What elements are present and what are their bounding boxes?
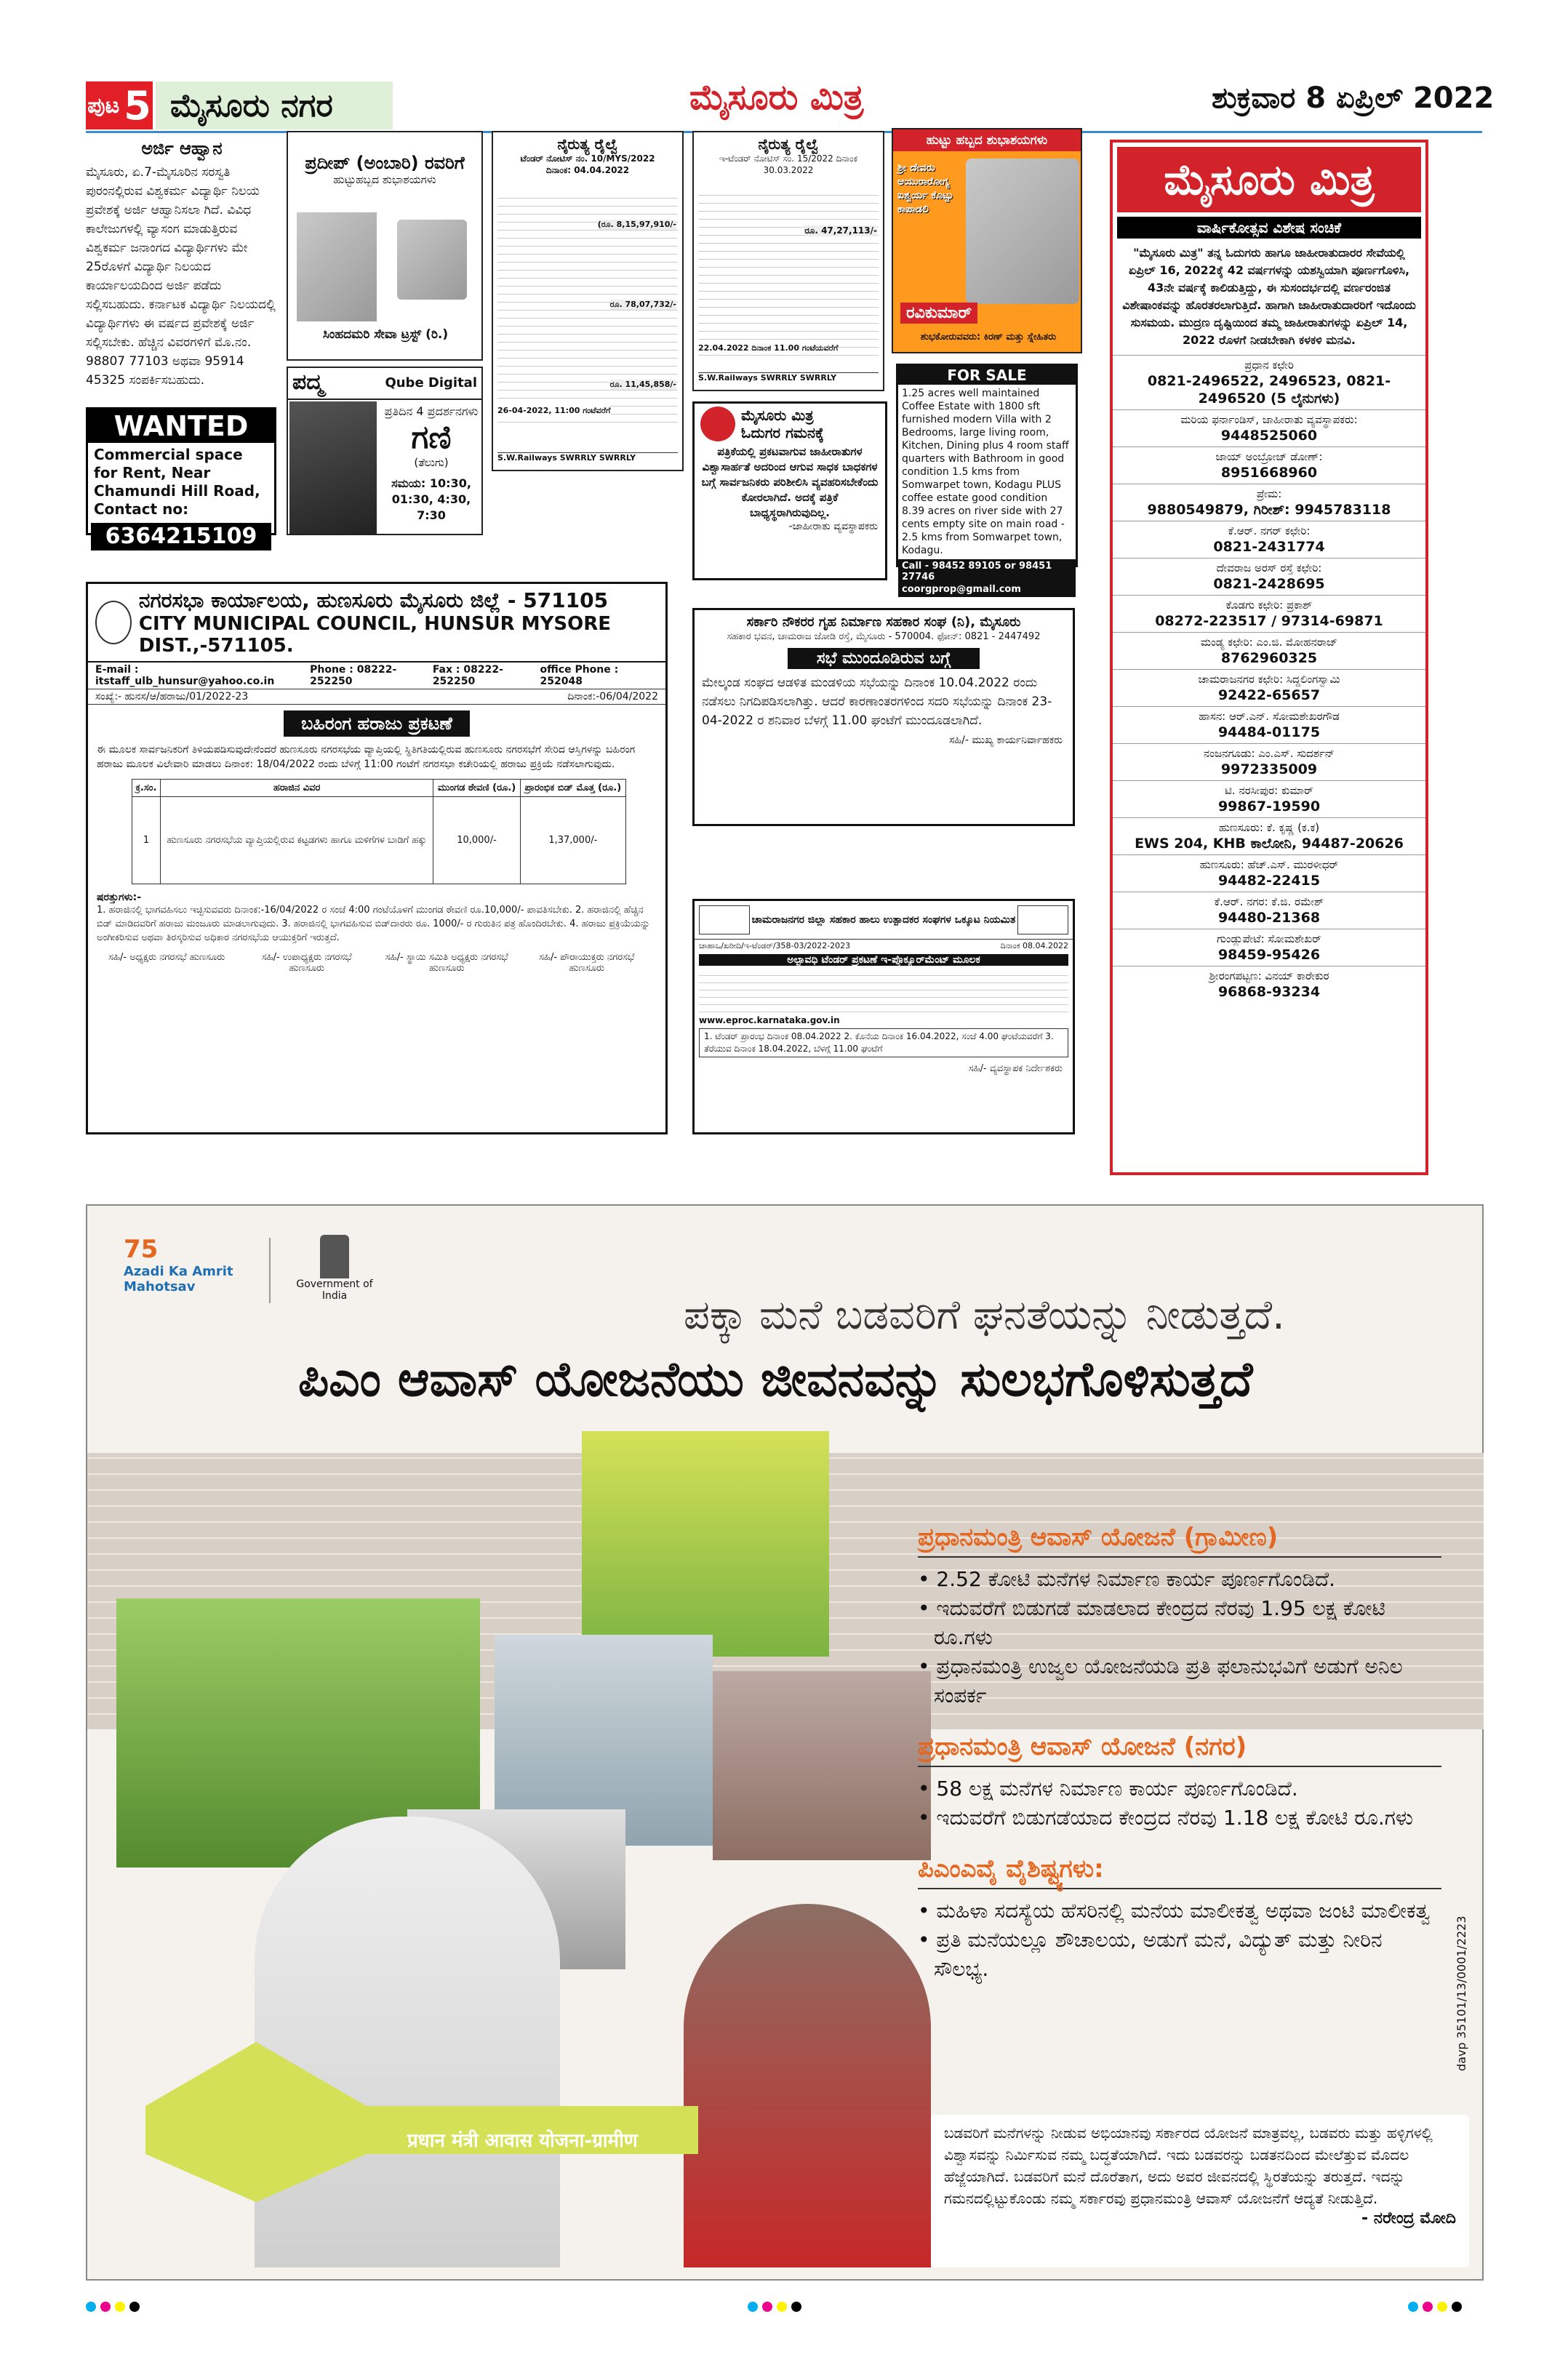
railway1-tender-no: ಟೆಂಡರ್ ನೋಟಿಸ್ ನಂ. 10/MYS/2022 xyxy=(520,153,655,164)
railway1-amount2: ರೂ. 78,07,732/- xyxy=(609,300,676,309)
contact-phone: 9880549879, ಗಿರೀಶ್: 9945783118 xyxy=(1147,502,1391,518)
pmay-advertisement xyxy=(86,1204,1484,2281)
film-title: ಗಣಿ xyxy=(411,419,452,456)
railway2-table xyxy=(698,188,879,362)
for-sale-phone: Call - 98452 89105 or 98451 27746 xyxy=(898,559,1076,584)
railway1-footer: S.W.Railways SWRRLY SWRRLY xyxy=(497,452,678,463)
pmay-bullet: • 2.52 ಕೋಟಿ ಮನೆಗಳ ನಿರ್ಮಾಣ ಕಾರ್ಯ ಪೂರ್ಣಗೊಂಡಿದೆ. xyxy=(918,1567,1336,1591)
show-count: ಪ್ರತಿದಿನ 4 ಪ್ರದರ್ಶನಗಳು xyxy=(384,404,479,418)
railway2-amount: ರೂ. 47,27,113/- xyxy=(804,225,877,236)
azadi-text: Azadi Ka Amrit Mahotsav xyxy=(124,1264,233,1294)
rate-card-body: "ಮೈಸೂರು ಮಿತ್ರ" ತನ್ನ ಓದುಗರು ಹಾಗೂ ಜಾಹೀರಾತುದಾರರ ಸೇವೆಯಲ್ಲಿ ಏಪ್ರಿಲ್ 16, 2022ಕ್ಕೆ 42 ವರ್ಷಗಳನ್ನು ಯಶಸ್ವಿಯಾಗಿ ಪೂರ್ಣಗೊಳಿಸಿ, 43ನೇ ವರ್ಷಕ್ಕೆ ಕಾಲಿಡುತ್ತಿದ್ದು, ಈ ಸುಸಂದರ್ಭದಲ್ಲಿ ವರ್ಣರಂಜಿತ ವಿಶೇಷಾಂಕವನ್ನು ಹೊರತರಲಾಗುತ್ತಿದೆ. ಹಾಗಾಗಿ ಜಾಹೀರಾತುದಾರರಿಗೆ ಇದೊಂದು ಸುಸಮಯ. ಮುದ್ರಣ ದೃಷ್ಟಿಯಿಂದ ತಮ್ಮ ಜಾಹೀರಾತುಗಳನ್ನು ಏಪ್ರಿಲ್ 14, 2022 ರೊಳಗೆ ನೀಡಬೇಕಾಗಿ ಕಳಕಳಿ ಮನವಿ. xyxy=(1122,246,1416,347)
register-marks-left xyxy=(86,2301,144,2315)
pmay-bullet: • ಇದುವರೆಗೆ ಬಿಡುಗಡೆ ಮಾಡಲಾದ ಕೇಂದ್ರದ ನೆರವು 1.95 ಲಕ್ಷ ಕೋಟಿ ರೂ.ಗಳು xyxy=(918,1596,1385,1649)
house-photo-yellow xyxy=(582,1431,829,1657)
beneficiary-photo xyxy=(684,1904,931,2267)
rate-card-subtitle: ವಾರ್ಷಿಕೋತ್ಸವ ವಿಶೇಷ ಸಂಚಿಕೆ xyxy=(1117,217,1421,239)
contact-label: ಹುಣಸೂರು: ಕೆ. ಕೃಷ್ಣ (ಕ.ಕ) xyxy=(1218,821,1320,834)
birthday-greeting-by: ಸಿಂಹದಮರಿ ಸೇವಾ ಟ್ರಸ್ಟ್ (ರಿ.) xyxy=(322,327,449,342)
railway2-title: ನೈರುತ್ಯ ರೈಲ್ವೆ xyxy=(758,135,819,153)
railway2-closing: 22.04.2022 ದಿನಾಂಕ 11.00 ಗಂಟೆಯವರೆಗೆ xyxy=(698,343,839,353)
section-title: ಮೈಸೂರು ನಗರ xyxy=(156,81,393,129)
society-body: ಮೇಲ್ಕಂಡ ಸಂಘದ ಆಡಳಿತ ಮಂಡಳಿಯ ಸಭೆಯನ್ನು ದಿನಾಂಕ 10.04.2022 ರಂದು ನಡೆಸಲು ನಿಗದಿಪಡಿಸಲಾಗಿತ್ತು. ಆದರೆ ಕಾರಣಾಂತರಗಳಿಂದ ಸದರಿ ಸಭೆಯನ್ನು ದಿನಾಂಕ 23-04-2022 ರ ಶನಿವಾರ ಬೆಳಗ್ಗೆ 11.00 ಘಂಟೆಗೆ ಮುಂದೂಡಲಾಗಿದೆ. xyxy=(702,676,1052,728)
odigara-body: ಪತ್ರಿಕೆಯಲ್ಲಿ ಪ್ರಕಟವಾಗುವ ಜಾಹೀರಾತುಗಳ ವಿಶ್ವಾಸಾರ್ಹತೆ ಅದರಿಂದ ಆಗುವ ಸಾಧಕ ಬಾಧಕಗಳ ಬಗ್ಗೆ ಸಾರ್ವಜನಿಕರು ಪರಿಶೀಲಿಸಿ ವ್ಯವಹರಿಸಬೇಕೆಂದು ಕೋರಲಾಗಿದೆ. ಅದಕ್ಕೆ ಪತ್ರಿಕೆ ಬಾಧ್ಯಸ್ಥರಾಗಿರುವುದಿಲ್ಲ. xyxy=(701,445,879,519)
wanted-phone: 6364215109 xyxy=(91,523,271,551)
railway2-footer: S.W.Railways SWRRLY SWRRLY xyxy=(698,372,879,383)
contact-phone: 08272-223517 / 97314-69871 xyxy=(1155,613,1383,629)
contact-phone: EWS 204, KHB ಕಾಲೋನಿ, 94487-20626 xyxy=(1135,836,1404,852)
contact-phone: 9972335009 xyxy=(1220,761,1318,777)
contact-phone: 96868-93234 xyxy=(1217,984,1321,1000)
pmay-bullet: • ಇದುವರೆಗೆ ಬಿಡುಗಡೆಯಾದ ಕೇಂದ್ರದ ನೆರವು 1.18 ಲಕ್ಷ ಕೋಟಿ ರೂ.ಗಳು xyxy=(918,1806,1414,1830)
pmay-headline-1: ಪಕ್ಕಾ ಮನೆ ಬಡವರಿಗೆ ಘನತೆಯನ್ನು ನೀಡುತ್ತದೆ. xyxy=(684,1292,1285,1339)
film-language: (ತೆಲುಗು) xyxy=(414,456,449,469)
council-conditions-title: ಷರತ್ತುಗಳು:- xyxy=(97,892,142,903)
birthday-photo xyxy=(297,212,377,321)
contact-phone: 0821-2428695 xyxy=(1213,576,1325,592)
davp-code: davp 35101/13/0001/2223 xyxy=(1455,1915,1468,2071)
contact-entry xyxy=(1113,558,1425,595)
nandini-logo-icon xyxy=(1017,905,1068,934)
railway1-amount1: (ರೂ. 8,15,97,910/- xyxy=(597,220,676,229)
council-signatures xyxy=(88,945,665,981)
contact-entry xyxy=(1113,484,1425,521)
goi-logo xyxy=(284,1235,385,1302)
council-emblem-icon xyxy=(95,601,132,644)
contact-phone: 8762960325 xyxy=(1220,650,1318,666)
contact-entry xyxy=(1113,447,1425,484)
society-title: ಸರ್ಕಾರಿ ನೌಕರರ ಗೃಹ ನಿರ್ಮಾಣ ಸಹಕಾರ ಸಂಘ (ನಿ), ಮೈಸೂರು xyxy=(746,614,1021,630)
society-address: ಸಹಕಾರ ಭವನ, ಚಾಮರಾಜ ಜೋಡಿ ರಸ್ತೆ, ಮೈಸೂರು - 570004. ಫೋನ್: 0821 - 2447492 xyxy=(727,631,1041,642)
for-sale-title: FOR SALE xyxy=(898,366,1076,385)
pmay-bullet: • 58 ಲಕ್ಷ ಮನೆಗಳ ನಿರ್ಮಾಣ ಕಾರ್ಯ ಪೂರ್ಣಗೊಂಡಿದೆ. xyxy=(918,1777,1298,1801)
rural-title: ಪ್ರಧಾನಮಂತ್ರಿ ಆವಾಸ್ ಯೋಜನೆ (ಗ್ರಾಮೀಣ) xyxy=(918,1523,1441,1558)
singer-wish: ಶ್ರೀ ದೇವರು ಆಯುರಾರೋಗ್ಯ ಐಶ್ವರ್ಯ ಕೊಟ್ಟು ಕಾಪಾಡಲಿ xyxy=(897,162,953,215)
contact-label: ಚಾಮರಾಜನಗರ ಕಛೇರಿ: ಸಿದ್ದಲಿಂಗಸ್ವಾಮಿ xyxy=(1198,673,1340,686)
contact-phone: 8951668960 xyxy=(1220,465,1318,481)
contact-label: ಕೆ.ಆರ್. ನಗರ: ಕೆ.ಜಿ. ರಮೇಶ್ xyxy=(1214,895,1324,908)
singer-title: ಹುಟ್ಟು ಹಬ್ಬದ ಶುಭಾಶಯಗಳು xyxy=(893,129,1081,151)
society-sign: ಸಹಿ/- ಮುಖ್ಯ ಕಾರ್ಯನಿರ್ವಾಹಕರು xyxy=(949,734,1063,746)
council-en-title: CITY MUNICIPAL COUNCIL, HUNSUR MYSORE DIST.,-571105. xyxy=(138,613,612,657)
wanted-text: Commercial space for Rent, Near Chamundi Hill Road, Contact no: xyxy=(94,446,260,518)
urban-points xyxy=(918,1774,1441,1833)
railway-tender-1 xyxy=(492,131,684,471)
council-col-header: ಹರಾಜಿನ ವಿವರ xyxy=(160,780,433,797)
council-fax: Fax : 08222-252250 xyxy=(432,664,503,687)
logo-divider xyxy=(269,1238,271,1303)
modi-photo xyxy=(255,1817,560,2267)
contact-phone: 99867-19590 xyxy=(1217,798,1321,814)
dairy-date: ದಿನಾಂಕ 08.04.2022 xyxy=(1000,941,1068,950)
contact-label: ಕೊಡಗು ಕಛೇರಿ: ಪ್ರಕಾಶ್ xyxy=(1225,598,1313,612)
for-sale-text: 1.25 acres well maintained Coffee Estate with 1800 sft furnished modern Villa with 2 Bedrooms, large living room, Kitchen, Dining plus 4 room staff quarters with Bathroom in good condition 1.5 kms from Somwarpet town, Kodagu PLUS coffee estate good condition 8.39 acres on river side with 27 cents empty site on main road - 2.5 kms from Somwarpet town, Kodagu. xyxy=(902,388,1069,556)
masthead: ಮೈಸೂರು ಮಿತ್ರ xyxy=(689,77,864,118)
contact-label: ಹುಣಸೂರು: ಹೆಚ್.ಎಸ್. ಮುರಳೀಧರ್ xyxy=(1199,858,1339,871)
page-label: ಪುಟ xyxy=(87,92,120,119)
contact-label: ನಂಜನಗೂಡು: ಎಂ.ಎಸ್. ಸುದರ್ಶನ್ xyxy=(1204,747,1335,760)
movie-poster xyxy=(289,401,377,534)
birthday-title: ಪ್ರದೀಪ್ (ಅಂಬಾರಿ) ರವರಿಗೆ xyxy=(305,153,465,173)
council-signature: ಸಹಿ/- ಪೌರಾಯುಕ್ತರು ನಗರಸಭೆ ಹುಣಸೂರು xyxy=(539,952,635,974)
contact-entry xyxy=(1113,355,1425,409)
council-col-header: ಪ್ರಾರಂಭಿಕ ಬಿಡ್ ಮೊತ್ತ (ರೂ.) xyxy=(520,780,625,797)
society-notice-title: ಸಭೆ ಮುಂದೂಡಿರುವ ಬಗ್ಗೆ xyxy=(788,648,980,669)
contact-label: ಪ್ರಧಾನ ಕಛೇರಿ xyxy=(1244,359,1294,372)
council-cell: 10,000/- xyxy=(433,797,520,884)
modi-quote: ಬಡವರಿಗೆ ಮನೆಗಳನ್ನು ನೀಡುವ ಅಭಿಯಾನವು ಸರ್ಕಾರದ ಯೋಜನೆ ಮಾತ್ರವಲ್ಲ, ಬಡವರು ಮತ್ತು ಹಳ್ಳಿಗಳಲ್ಲಿ ವಿಶ್ವಾಸವನ್ನು ನಿರ್ಮಿಸುವ ನಮ್ಮ ಬದ್ಧತೆಯಾಗಿದೆ. ಇದು ಬಡವರನ್ನು ಬಡತನದಿಂದ ಮೇಲೆತ್ತುವ ಮೊದಲ ಹೆಜ್ಜೆಯಾಗಿದೆ. ಬಡವರಿಗೆ ಮನೆ ದೊರೆತಾಗ, ಅದು ಅವರ ಜೀವನದಲ್ಲಿ ಸ್ಥಿರತೆಯನ್ನು ತರುತ್ತದೆ. ಇದನ್ನು ಗಮನದಲ್ಲಿಟ್ಟುಕೊಂಡು ನಮ್ಮ ಸರ್ಕಾರವು ಪ್ರಧಾನಮಂತ್ರಿ ಆವಾಸ್ ಯೋಜನೆಗೆ ಆದ್ಯತೆ ನೀಡುತ್ತಿದೆ. xyxy=(944,2124,1433,2207)
council-table xyxy=(132,779,626,884)
dairy-tender xyxy=(692,899,1075,1134)
pmay-headline-2: ಪಿಎಂ ಆವಾಸ್ ಯೋಜನೆಯು ಜೀವನವನ್ನು ಸುಲಭಗೊಳಿಸುತ್ತದೆ xyxy=(298,1351,1253,1407)
quote-attribution: - ನರೇಂದ್ರ ಮೋದಿ xyxy=(1361,2209,1456,2227)
birthday-subtitle: ಹುಟ್ಟುಹಬ್ಬದ ಶುಭಾಶಯಗಳು xyxy=(333,173,436,186)
movie-ad xyxy=(287,367,483,535)
council-notice-title: ಬಹಿರಂಗ ಹರಾಜು ಪ್ರಕಟಣೆ xyxy=(284,710,470,737)
contact-label: ಕೆ.ಆರ್. ನಗರ್ ಕಛೇರಿ: xyxy=(1228,524,1311,537)
rate-card-contacts xyxy=(1113,355,1425,1003)
council-email: E-mail : itstaff_ulb_hunsur@yahoo.co.in xyxy=(95,664,275,687)
trust-logo-photo xyxy=(397,220,467,300)
contact-label: ಮರಿಯ ಫರ್ನಾಂಡಿಸ್, ಜಾಹೀರಾತು ವ್ಯವಸ್ಥಾಪಕರು: xyxy=(1180,413,1358,426)
modi-quote-box xyxy=(931,2115,1469,2267)
goi-text: Government of India xyxy=(296,1278,373,1302)
house-photo-brick xyxy=(713,1671,931,1860)
council-col-header: ಮುಂಗಡ ಠೇವಣಿ (ರೂ.) xyxy=(433,780,520,797)
contact-label: ಮಂಡ್ಯ ಕಛೇರಿ: ಎಂ.ಜಿ. ಮೋಹನರಾಜ್ xyxy=(1200,636,1338,649)
page-number: 5 xyxy=(124,82,151,129)
contact-label: ಟಿ. ನರಸೀಪುರ: ಕುಮಾರ್ xyxy=(1225,784,1313,797)
council-cell: ಹುಣಸೂರು ನಗರಸಭೆಯ ವ್ಯಾಪ್ತಿಯಲ್ಲಿರುವ ಕಟ್ಟಡಗಳು ಹಾಗೂ ಮಳಿಗೆಗಳ ಬಾಡಿಗೆ ಹಕ್ಕು xyxy=(160,797,433,884)
council-phone: Phone : 08222-252250 xyxy=(310,664,397,687)
odigara-title: ಓದುಗರ ಗಮನಕ್ಕೆ xyxy=(741,424,824,441)
contact-phone: 9448525060 xyxy=(1220,428,1318,444)
azadi-logo: 75 Azadi Ka Amrit Mahotsav xyxy=(124,1235,255,1315)
theatre-name: ಪದ್ಮ xyxy=(292,369,324,395)
theatre-tag: Qube Digital xyxy=(385,375,477,391)
contact-entry xyxy=(1113,892,1425,929)
dairy-title: ಚಾಮರಾಜನಗರ ಜಿಲ್ಲಾ ಸಹಕಾರ ಹಾಲು ಉತ್ಪಾದಕರ ಸಂಘಗಳ ಒಕ್ಕೂಟ ನಿಯಮಿತ xyxy=(751,914,1016,926)
singer-name: ರವಿಕುಮಾರ್ xyxy=(900,303,977,324)
society-notice xyxy=(692,608,1075,826)
wanted-title: WANTED xyxy=(88,409,274,443)
contact-phone: 0821-2496522, 2496523, 0821-2496520 (5 ಲೈನುಗಳು) xyxy=(1147,373,1391,407)
for-sale-ad xyxy=(896,364,1078,595)
contact-entry xyxy=(1113,632,1425,669)
railway2-tender-no: ಇ-ಟೆಂಡರ್ ನೋಟಿಸ್ ಸಂ. 15/2022 ದಿನಾಂಕ 30.03.2022 xyxy=(719,153,857,175)
birthday-ad xyxy=(287,131,483,361)
article-title: ಅರ್ಜಿ ಆಹ್ವಾನ xyxy=(141,138,223,159)
contact-entry xyxy=(1113,929,1425,966)
contact-entry xyxy=(1113,780,1425,817)
page-number-badge xyxy=(86,81,153,129)
contact-entry xyxy=(1113,706,1425,743)
ashoka-emblem-icon xyxy=(320,1235,349,1278)
dairy-logo-icon xyxy=(699,905,750,934)
dairy-ref: ಚಾಹಾಒ/ಖರೀದಿ/ಇ-ಟೆಂಡರ್/358-03/2022-2023 xyxy=(699,941,851,950)
singer-photo xyxy=(966,159,1079,304)
odigara-sign: -ಜಾಹೀರಾತು ವ್ಯವಸ್ಥಾಪಕರು xyxy=(788,521,878,532)
article-block xyxy=(86,138,278,400)
register-marks-center xyxy=(748,2301,806,2315)
council-conditions: 1. ಹರಾಜಿನಲ್ಲಿ ಭಾಗವಹಿಸಲು ಇಚ್ಛಿಸುವವರು ದಿನಾಂಕ:-16/04/2022 ರ ಸಂಜೆ 4:00 ಗಂಟೆಯೊಳಗೆ ಮುಂಗಡ ಠೇವಣಿ ರೂ.10,000/- ಪಾವತಿಸಬೇಕು. 2. ಹರಾಜಿನಲ್ಲಿ ಹೆಚ್ಚಿನ ಬಿಡ್ ಮಾಡಿದವರಿಗೆ ಹರಾಜು ಮಂಜೂರು ಮಾಡಲಾಗುವುದು. 3. ಹರಾಜಿನಲ್ಲಿ ಭಾಗವಹಿಸುವ ಬಿಡ್‌ದಾರರು ರೂ. 1000/- ರ ಗುರುತಿನ ಪತ್ರ ಹೊಂದಿರಬೇಕು. 4. ಹರಾಜು ಪ್ರಕ್ರಿಯೆಯನ್ನು ಅಂಗೀಕರಿಸುವ ಅಥವಾ ತಿರಸ್ಕರಿಸುವ ಅಧಿಕಾರ ನಗರಸಭೆಯ ಆಯುಕ್ತರಿಗೆ ಇರುತ್ತದೆ. xyxy=(97,905,650,943)
contact-label: ಪ್ರೇಮ: xyxy=(1256,487,1282,500)
council-body: ಈ ಮೂಲಕ ಸಾರ್ವಜನಿಕರಿಗೆ ತಿಳಿಯಪಡಿಸುವುದೇನೆಂದರೆ ಹುಣಸೂರು ನಗರಸಭೆಯ ವ್ಯಾಪ್ತಿಯಲ್ಲಿ ಸ್ಥಿತಿಗತಿಯಲ್ಲಿರುವ ಹುಣಸೂರು ನಗರಸಭೆಗೆ ಸೇರಿದ ಆಸ್ತಿಗಳನ್ನು ಬಹಿರಂಗ ಹರಾಜು ಮೂಲಕ ವಿಲೇವಾರಿ ಮಾಡಲು ದಿನಾಂಕ: 18/04/2022 ರಂದು ಬೆಳಿಗ್ಗೆ 11:00 ಗಂಟೆಗೆ ನಗರಸಭಾ ಕಚೇರಿಯಲ್ಲಿ ಹರಾಜು ಪ್ರಕ್ರಿಯೆ ನಡೆಸಲಾಗುವುದು. xyxy=(97,744,636,770)
council-auction-notice xyxy=(86,582,668,1134)
railway1-closing: 26-04-2022, 11:00 ಗಂಟೆವರೆಗೆ xyxy=(497,406,611,415)
issue-date: ಶುಕ್ರವಾರ 8 ಏಪ್ರಿಲ್ 2022 xyxy=(1212,81,1495,115)
pmay-bullet: • ಮಹಿಳಾ ಸದಸ್ಯೆಯ ಹೆಸರಿನಲ್ಲಿ ಮನೆಯ ಮಾಲೀಕತ್ವ ಅಥವಾ ಜಂಟಿ ಮಾಲೀಕತ್ವ xyxy=(918,1899,1431,1923)
railway1-amount3: ರೂ. 11,45,858/- xyxy=(609,380,676,389)
for-sale-email: coorgprop@gmail.com xyxy=(898,584,1076,597)
contact-phone: 94482-22415 xyxy=(1217,873,1321,889)
contact-entry xyxy=(1113,966,1425,1003)
register-marks-right xyxy=(1408,2301,1466,2315)
contact-entry xyxy=(1113,409,1425,447)
contact-label: ದೇವರಾಜ ಅರಸ್ ರಸ್ತೆ ಕಛೇರಿ: xyxy=(1216,561,1322,575)
contact-phone: 94484-01175 xyxy=(1217,724,1321,740)
singer-birthday-ad xyxy=(892,128,1082,353)
dairy-website: www.eproc.karnataka.gov.in xyxy=(699,1015,840,1025)
dairy-sign: ಸಹಿ/- ವ್ಯವಸ್ಥಾಪಕ ನಿರ್ದೇಶಕರು xyxy=(968,1063,1063,1074)
council-kn-title: ನಗರಸಭಾ ಕಾರ್ಯಾಲಯ, ಹುಣಸೂರು ಮೈಸೂರು ಜಿಲ್ಲೆ - 571105 xyxy=(138,588,609,612)
council-office-phone: office Phone : 252048 xyxy=(540,664,619,687)
contact-phone: 94480-21368 xyxy=(1217,910,1321,926)
rate-card-title: ಮೈಸೂರು ಮಿತ್ರ xyxy=(1117,147,1421,212)
council-cell: 1,37,000/- xyxy=(520,797,625,884)
show-times: ಸಮಯ: 10:30, 01:30, 4:30, 7:30 xyxy=(391,476,471,522)
railway1-title: ನೈರುತ್ಯ ರೈಲ್ವೆ xyxy=(557,135,618,153)
wanted-ad xyxy=(86,407,276,549)
council-ref-date: ದಿನಾಂಕ:-06/04/2022 xyxy=(567,691,658,702)
contact-label: ಜಾಯ್ ಅಂಬ್ರೋಜ್ ಡೋಣ್: xyxy=(1215,450,1323,463)
contact-entry xyxy=(1113,669,1425,706)
urban-title: ಪ್ರಧಾನಮಂತ್ರಿ ಆವಾಸ್ ಯೋಜನೆ (ನಗರ) xyxy=(918,1732,1441,1767)
contact-label: ಶ್ರೀರಂಗಪಟ್ಟಣ: ವಿನಯ್ ಕಾರೇಕುರ xyxy=(1209,969,1329,982)
contact-entry xyxy=(1113,854,1425,892)
dairy-dates: 1. ಟೆಂಡರ್ ಪ್ರಾರಂಭ ದಿನಾಂಕ 08.04.2022 2. ಕೊನೆಯ ದಿನಾಂಕ 16.04.2022, ಸಂಜೆ 4.00 ಘಂಟೆಯವರೆಗೆ 3. ತೆರೆಯುವ ದಿನಾಂಕ 18.04.2022, ಬೆಳಗ್ಗೆ 11.00 ಘಂಟೆಗೆ xyxy=(699,1028,1068,1057)
council-signature: ಸಹಿ/- ಅಧ್ಯಕ್ಷರು ನಗರಸಭೆ ಹುಣಸೂರು xyxy=(108,952,225,963)
council-col-header: ಕ್ರ.ಸಂ. xyxy=(132,780,161,797)
contact-phone: 98459-95426 xyxy=(1217,947,1321,963)
contact-label: ಹಾಸನ: ಆರ್.ಎನ್. ಸೋಮಶೇಖರಗೌಡ xyxy=(1199,710,1340,723)
features-title: ಪಿಎಂಎವೈ ವೈಶಿಷ್ಟ್ಯಗಳು: xyxy=(918,1854,1441,1889)
contact-phone: 0821-2431774 xyxy=(1213,539,1325,555)
contact-entry xyxy=(1113,743,1425,780)
feature-points xyxy=(918,1897,1441,1984)
rural-points xyxy=(918,1565,1441,1710)
council-signature: ಸಹಿ/- ಸ್ಥಾಯಿ ಸಮಿತಿ ಅಧ್ಯಕ್ಷರು ನಗರಸಭೆ ಹುಣಸೂರು xyxy=(385,952,508,974)
contact-phone: 92422-65657 xyxy=(1217,687,1321,703)
readers-notice xyxy=(692,401,887,580)
singer-by: ಶುಭಕೋರುವವರು: ಕಿರಣ್ ಮತ್ತು ಸ್ನೇಹಿತರು xyxy=(920,332,1057,343)
contact-label: ಗುಂಡ್ಲುಪೇಟೆ: ಸೋಮಶೇಖರ್ xyxy=(1217,932,1321,945)
pmay-bullet: • ಪ್ರಧಾನಮಂತ್ರಿ ಉಜ್ವಲ ಯೋಜನೆಯಡಿ ಪ್ರತಿ ಫಲಾನುಭವಿಗೆ ಅಡುಗೆ ಅನಿಲ ಸಂಪರ್ಕ xyxy=(918,1654,1403,1708)
contact-entry xyxy=(1113,595,1425,632)
odigara-brand: ಮೈಸೂರು ಮಿತ್ರ xyxy=(741,407,814,424)
mitra-logo-icon xyxy=(700,407,735,441)
railway-tender-2 xyxy=(692,131,884,391)
article-body: ಮೈಸೂರು, ಏ.7-ಮೈಸೂರಿನ ಸರಸ್ವತಿ ಪುರಂನಲ್ಲಿರುವ ವಿಶ್ವಕರ್ಮ ವಿದ್ಯಾರ್ಥಿ ನಿಲಯ ಪ್ರವೇಶಕ್ಕೆ ಅರ್ಜಿ ಆಹ್ವಾನಿಸಲಾ ಗಿದೆ. ವಿವಿಧ ಕಾಲೇಜುಗಳಲ್ಲಿ ವ್ಯಾಸಂಗ ಮಾಡುತ್ತಿರುವ ವಿಶ್ವಕರ್ಮ ಜನಾಂಗದ ವಿದ್ಯಾರ್ಥಿಗಳು ಮೇ 25ರೊಳಗೆ ವಿದ್ಯಾರ್ಥಿ ನಿಲಯದ ಕಾರ್ಯಾಲಯದಿಂದ ಅರ್ಜಿ ಪಡೆದು ಸಲ್ಲಿಸಬಹುದು. ಕರ್ನಾಟಕ ವಿದ್ಯಾರ್ಥಿ ನಿಲಯದಲ್ಲಿ ವಿದ್ಯಾರ್ಥಿಗಳು ಈ ವರ್ಷದ ಪ್ರವೇಶಕ್ಕೆ ಅರ್ಜಿ ಸಲ್ಲಿಸಬೇಕು. ಹೆಚ್ಚಿನ ವಿವರಗಳಿಗೆ ಮೊ.ನಂ. 98807 77103 ಅಥವಾ 95914 45325 ಸಂಪರ್ಕಿಸಬಹುದು. xyxy=(86,165,276,388)
council-ref: ಸಂಖ್ಯೆ:- ಹುನಸ/ಆ/ಹರಾಜು/01/2022-23 xyxy=(95,691,249,702)
dairy-notice: ಅಲ್ಪಾವಧಿ ಟೆಂಡರ್ ಪ್ರಕಟಣೆ ಇ-ಪ್ರೊಕ್ಯೂರ್‌ಮೆಂಟ್ ಮೂಲಕ xyxy=(699,954,1068,966)
council-cell: 1 xyxy=(132,797,161,884)
railway1-table xyxy=(497,191,678,423)
pmay-bullet: • ಪ್ರತಿ ಮನೆಯಲ್ಲೂ ಶೌಚಾಲಯ, ಅಡುಗೆ ಮನೆ, ವಿದ್ಯುತ್ ಮತ್ತು ನೀರಿನ ಸೌಲಭ್ಯ. xyxy=(918,1928,1383,1981)
contact-entry xyxy=(1113,521,1425,558)
rate-card xyxy=(1110,140,1428,1175)
key-text: प्रधान मंत्री आवास योजना-ग्रामीण xyxy=(407,2130,638,2152)
railway1-date: ದಿನಾಂಕ: 04.04.2022 xyxy=(545,165,630,175)
contact-entry xyxy=(1113,817,1425,854)
dairy-text-lines xyxy=(699,969,1068,1012)
council-signature: ಸಹಿ/- ಉಪಾಧ್ಯಕ್ಷರು ನಗರಸಭೆ ಹುಣಸೂರು xyxy=(261,952,352,974)
